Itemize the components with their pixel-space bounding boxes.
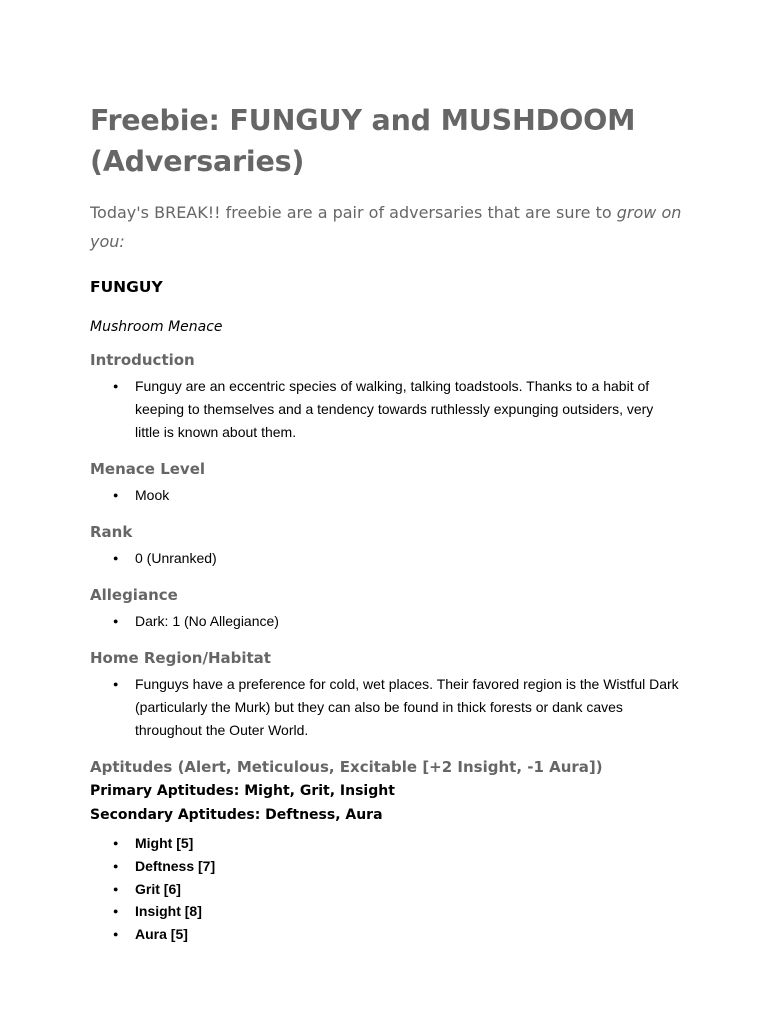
list-item: ● Mook — [90, 484, 680, 507]
list-item: ● Might [5] — [90, 832, 680, 855]
rank-list — [90, 547, 690, 570]
list-item: ● Insight [8] — [90, 900, 680, 923]
document-page — [90, 100, 690, 946]
menace-level-list — [90, 484, 690, 507]
list-item: ● Dark: 1 (No Allegiance) — [90, 610, 680, 633]
introduction-list — [90, 375, 690, 444]
list-item: ● Aura [5] — [90, 923, 680, 946]
secondary-aptitudes: Secondary Aptitudes: Deftness, Aura — [90, 807, 383, 823]
introduction-heading: Introduction — [90, 351, 195, 369]
aptitudes-list — [90, 832, 690, 946]
intro-emphasis: grow on you: — [90, 203, 682, 251]
allegiance-heading: Allegiance — [90, 586, 178, 604]
aptitudes-heading: Aptitudes (Alert, Meticulous, Excitable [+2 Insight, -1 Aura]) — [90, 758, 603, 776]
menace-level-heading: Menace Level — [90, 460, 206, 478]
rank-heading: Rank — [90, 523, 133, 541]
list-item: ● Funguy are an eccentric species of walking, talking toadstools. Thanks to a habit of keeping to themselves and a tendency towards ruthlessly expunging outsiders, very little is known about them. — [90, 375, 680, 444]
list-item: ● Grit [6] — [90, 878, 680, 901]
adversary-tagline: Mushroom Menace — [90, 319, 223, 335]
intro-paragraph — [90, 198, 690, 256]
habitat-list — [90, 673, 690, 742]
list-item: ● Funguys have a preference for cold, wet places. Their favored region is the Wistful Dark (particularly the Murk) but they can also be found in thick forests or dank caves throughout the Outer World. — [90, 673, 680, 742]
list-item: ● Deftness [7] — [90, 855, 680, 878]
intro-text: Today's BREAK!! freebie are a pair of adversaries that are sure to — [90, 203, 617, 222]
primary-aptitudes: Primary Aptitudes: Might, Grit, Insight — [90, 783, 395, 799]
page-title: Freebie: FUNGUY and MUSHDOOM (Adversaries) — [90, 104, 636, 178]
habitat-heading: Home Region/Habitat — [90, 649, 271, 667]
allegiance-list — [90, 610, 690, 633]
adversary-name: FUNGUY — [90, 278, 163, 296]
list-item: ● 0 (Unranked) — [90, 547, 680, 570]
